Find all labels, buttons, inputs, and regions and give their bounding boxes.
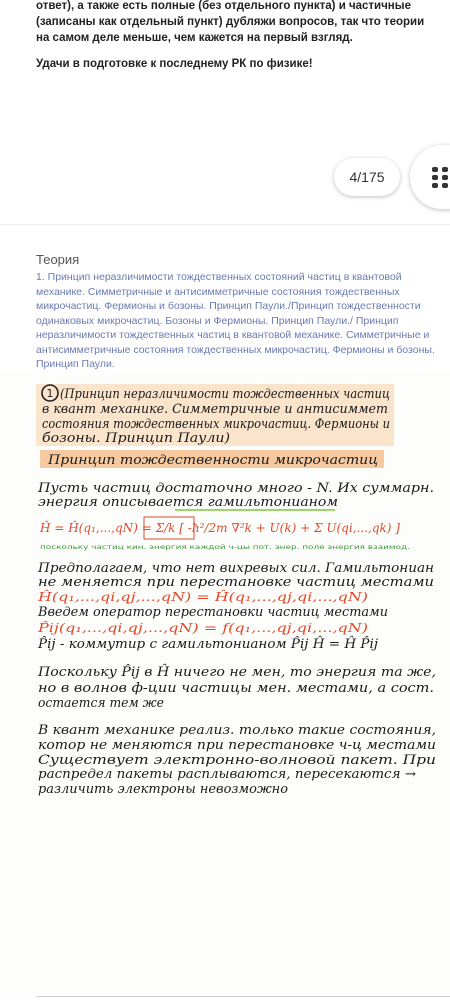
formula-annotations: поскольку частиц кин. энергия каждой ч-цы пот. энер. поле энергия взаимод. xyxy=(40,543,410,551)
note-line-13: распредел пакеты расплываются, пересекаются → xyxy=(38,767,417,782)
note-line-5: Введем оператор перестановки частиц местами xyxy=(37,605,388,620)
formula-symmetry: Ĥ(q₁,...,qi,qj,...,qN) = Ĥ(q₁,...,qj,qi,...,qN) xyxy=(38,590,287,604)
header-line-3: состояния тождественных микрочастиц. Фермионы и xyxy=(42,417,390,432)
divider xyxy=(0,224,450,225)
header-line-2: в квант механике. Симметричные и антисиммет xyxy=(42,402,388,417)
note-line-8: но в волнов ф-ции частицы мен. местами, а сост. xyxy=(38,681,434,696)
note-line-3: Предполагаем, что нет вихревых сил. Гамильтониан xyxy=(36,561,435,576)
intro-text xyxy=(36,0,436,82)
bottom-divider xyxy=(36,996,450,997)
note-line-11: котор не меняются при перестановке ч-ц местами xyxy=(38,738,436,753)
note-line-1: Пусть частиц достаточно много - N. Их суммарн. xyxy=(36,481,435,496)
section-title: Теория xyxy=(36,252,80,267)
note-line-7: Поскольку P̂ij в Ĥ ничего не мен, то энергия та же, xyxy=(38,665,405,680)
note-line-9: остается тем же xyxy=(38,696,165,711)
header-line-4: бозоны. Принцип Паули) xyxy=(42,431,230,446)
grid-menu-button[interactable] xyxy=(410,145,450,209)
note-line-6: P̂ij - коммутир с гамильтонианом P̂ij Ĥ = Ĥ P̂ij xyxy=(38,637,366,652)
note-line-10: В квант механике реализ. только такие состояния, xyxy=(36,723,437,738)
note-number: 1 xyxy=(46,387,54,400)
intro-paragraph-1: ответ), а также есть полные (без отдельного пункта) и частичные (записаны как отдельный пункт) дубляжи вопросов, так что теории на самом деле меньше, чем кажется на первый взгляд. xyxy=(36,0,425,44)
note-line-4: не меняется при перестановке частиц местами xyxy=(38,575,434,590)
subheader: Принцип тождественности микрочастиц xyxy=(46,453,378,468)
grid-dots-icon xyxy=(432,167,448,187)
handwritten-notes-image xyxy=(0,372,450,994)
note-line-12: Существует электронно-волновой пакет. При xyxy=(38,753,436,768)
section-question-text: 1. Принцип неразличимости тождественных состояний частиц в квантовой механике. Симметричные и антисимметричные состояния тождественных микрочастиц. Фермионы и бозоны. Принцип Паули./Принцип тождественности одинаковых микрочастиц. Бозоны и Фермионы. Принцип Паули./ Принцип неразличимости тождественных частиц в квантовой механике. Симметричные и антисимметричные состояния тождественных микрочастиц. Фермионы и бозоны. Принцип Паули. xyxy=(36,271,435,370)
header-line-1: (Принцип неразличимости тождественных частиц xyxy=(60,387,390,402)
intro-paragraph-2: Удачи в подготовке к последнему РК по физике! xyxy=(36,58,313,70)
formula-permutation: P̂ij(q₁,...,qi,qj,...,qN) = f(q₁,...,qj,qi,...,qN) xyxy=(38,621,286,635)
notes-svg xyxy=(0,372,450,994)
note-line-2: энергия описывается гамильтонианом xyxy=(38,495,338,510)
page-counter: 4/175 xyxy=(334,158,400,196)
formula-hamiltonian: Ĥ = Ĥ(q₁,...,qN) = Σ/k [ -ħ²/2m ∇²k + U(k) + Σ U(qi,...,qk) ] xyxy=(40,521,400,535)
note-line-14: различить электроны невозможно xyxy=(38,782,289,797)
